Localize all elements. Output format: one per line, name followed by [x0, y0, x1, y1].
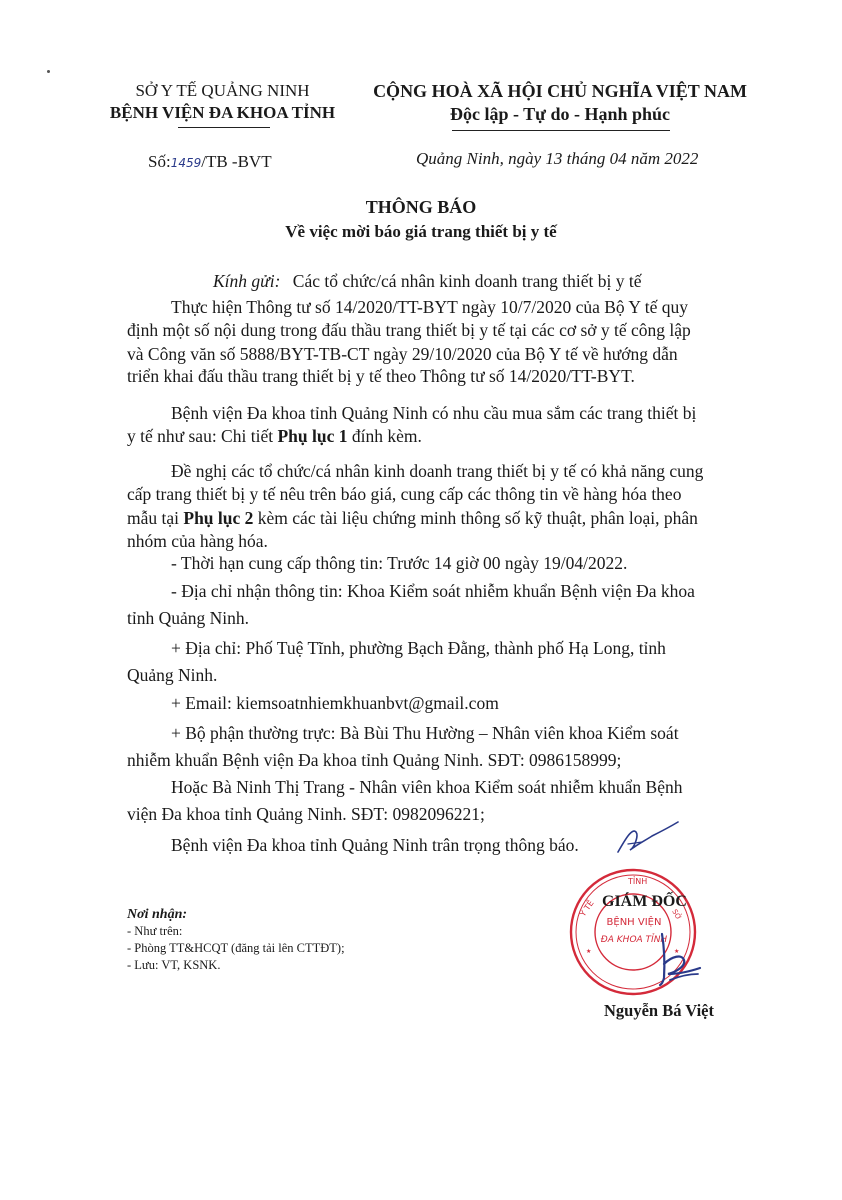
svg-text:BỆNH VIỆN: BỆNH VIỆN [606, 917, 662, 928]
so-handwritten-number: 1459 [170, 156, 202, 170]
recipients-block [127, 906, 345, 974]
recipients-title: Nơi nhận: [127, 907, 188, 922]
svg-text:★: ★ [674, 948, 680, 955]
document-title: THÔNG BÁO [365, 197, 477, 217]
p1-line-2: định một số nội dung trong đấu thầu trang thiết bị y tế tại các cơ sở y tế công lập [127, 320, 691, 340]
closing-line: Bệnh viện Đa khoa tỉnh Quảng Ninh trân trọng thông báo. [171, 835, 579, 855]
appendix-2-ref: Phụ lục 2 [183, 508, 254, 528]
address-line-1: + Địa chỉ: Phố Tuệ Tĩnh, phường Bạch Đằng, thành phố Hạ Long, tỉnh [171, 638, 666, 658]
org-line-1: SỞ Y TẾ QUẢNG NINH [135, 81, 310, 100]
signer-role: GIÁM ĐỐC [602, 893, 687, 910]
duty-line-1: + Bộ phận thường trực: Bà Bùi Thu Hường – Nhân viên khoa Kiểm soát [171, 723, 679, 743]
greeting-recipient: Các tổ chức/cá nhân kinh doanh trang thiết bị y tế [292, 271, 642, 291]
alternate-contact-line-1: Hoặc Bà Ninh Thị Trang - Nhân viên khoa Kiểm soát nhiễm khuẩn Bệnh [171, 777, 683, 797]
duty-line-2: nhiễm khuẩn Bệnh viện Đa khoa tỉnh Quảng Ninh. SĐT: 0986158999; [127, 750, 622, 770]
p3-text-c: kèm các tài liệu chứng minh thông số kỹ thuật, phân loại, phân [253, 508, 698, 528]
svg-text:ĐA KHOA TỈNH: ĐA KHOA TỈNH [600, 935, 668, 945]
address-receiving-line-1: - Địa chỉ nhận thông tin: Khoa Kiểm soát nhiễm khuẩn Bệnh viện Đa khoa [171, 581, 695, 601]
address-receiving-line-2: tỉnh Quảng Ninh. [127, 608, 250, 628]
document-subtitle: Về việc mời báo giá trang thiết bị y tế [285, 222, 557, 241]
document-date: Quảng Ninh, ngày 13 tháng 04 năm 2022 [416, 149, 699, 168]
handwritten-initial-icon [612, 818, 682, 860]
deadline-line: - Thời hạn cung cấp thông tin: Trước 14 giờ 00 ngày 19/04/2022. [171, 553, 628, 573]
greeting-label: Kính gửi: [213, 271, 281, 291]
org-underline [178, 127, 270, 128]
recipient-item: - Lưu: VT, KSNK. [127, 958, 221, 972]
p1-line-1: Thực hiện Thông tư số 14/2020/TT-BYT ngày 10/7/2020 của Bộ Y tế quy [171, 297, 689, 317]
address-line-2: Quảng Ninh. [127, 665, 218, 685]
handwritten-signature-icon [648, 930, 708, 990]
issuing-organization [90, 80, 355, 124]
svg-text:TỈNH: TỈNH [628, 877, 648, 886]
p2-text-a: y tế như sau: Chi tiết [127, 426, 278, 446]
p1-line-4: triển khai đấu thầu trang thiết bị y tế theo Thông tư số 14/2020/TT-BYT. [127, 366, 635, 386]
signer-name: Nguyễn Bá Việt [604, 1001, 715, 1020]
org-line-2: BỆNH VIỆN ĐA KHOA TỈNH [109, 103, 336, 122]
email-line: + Email: kiemsoatnhiemkhuanbvt@gmail.com [171, 693, 499, 713]
appendix-1-ref: Phụ lục 1 [277, 426, 348, 446]
greeting [213, 271, 641, 292]
scan-speck [47, 70, 50, 73]
nation-line-1: CỘNG HOÀ XÃ HỘI CHỦ NGHĨA VIỆT NAM [373, 81, 747, 101]
so-suffix: /TB -BVT [201, 152, 272, 171]
svg-text:Y TẾ: Y TẾ [578, 898, 596, 919]
document-number [148, 152, 272, 172]
alternate-contact-line-2: viện Đa khoa tỉnh Quảng Ninh. SĐT: 0982096221; [127, 804, 485, 824]
motto-underline [452, 130, 670, 131]
nation-line-2: Độc lập - Tự do - Hạnh phúc [449, 104, 671, 124]
p2-line-1: Bệnh viện Đa khoa tỉnh Quảng Ninh có nhu cầu mua sắm các trang thiết bị [171, 403, 697, 423]
p3-text-a: mẫu tại [127, 508, 184, 528]
p3-line-4: nhóm của hàng hóa. [127, 531, 268, 551]
national-motto [360, 80, 760, 126]
so-prefix: Số: [148, 152, 171, 171]
p2-text-c: đính kèm. [347, 426, 422, 446]
p3-line-1: Đề nghị các tổ chức/cá nhân kinh doanh trang thiết bị y tế có khả năng cung [171, 461, 704, 481]
p3-line-3 [127, 508, 698, 529]
svg-text:★: ★ [586, 948, 592, 955]
svg-text:SỞ: SỞ [670, 908, 683, 922]
recipient-item: - Phòng TT&HCQT (đăng tải lên CTTĐT); [127, 941, 345, 955]
recipient-item: - Như trên: [127, 924, 183, 938]
p1-line-3: và Công văn số 5888/BYT-TB-CT ngày 29/10/2020 của Bộ Y tế về hướng dẫn [127, 344, 678, 364]
p3-line-2: cấp trang thiết bị y tế nêu trên báo giá, cung cấp các thông tin về hàng hóa theo [127, 484, 682, 504]
p2-line-2 [127, 426, 422, 447]
